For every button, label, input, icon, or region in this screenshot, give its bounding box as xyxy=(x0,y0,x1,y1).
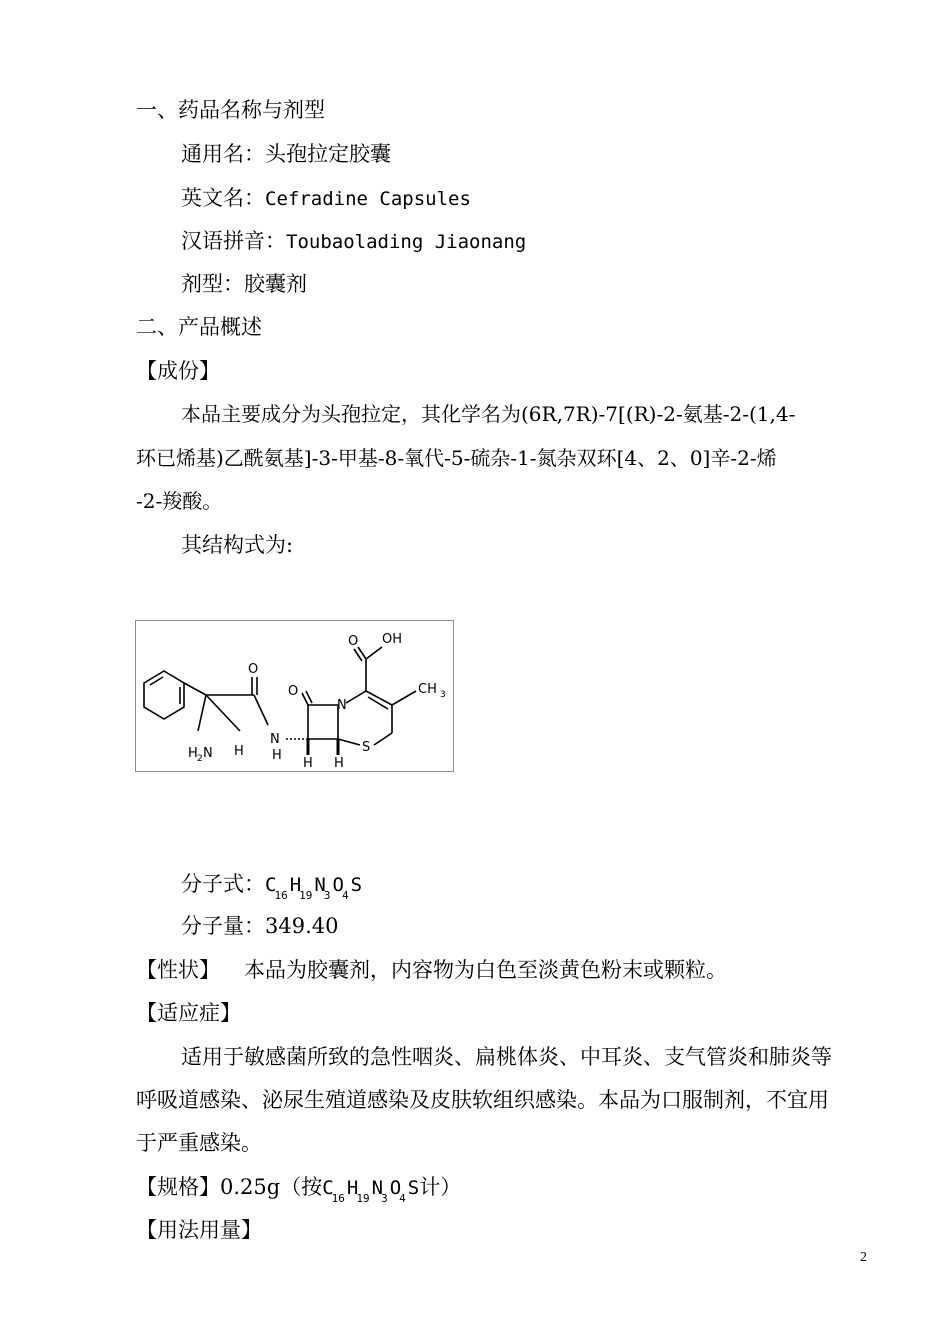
label-oh: OH xyxy=(382,632,403,647)
label-nh-h: H xyxy=(272,748,282,763)
pinyin-row xyxy=(181,227,921,256)
generic-name: 通用名：头孢拉定胶囊 xyxy=(181,142,391,166)
label-ch3: CH xyxy=(418,682,437,697)
label-o-acid: O xyxy=(348,634,359,649)
label-o-amide: O xyxy=(248,662,259,677)
composition-line-2: 环已烯基)乙酰氨基]-3-甲基-8-氧代-5-硫杂-1-氮杂双环[4、2、0]辛-2-烯 xyxy=(136,446,777,470)
section-1-heading: 一、药品名称与剂型 xyxy=(136,98,325,122)
spec-heading: 【规格】 xyxy=(136,1175,220,1199)
structural-formula-image xyxy=(135,620,454,772)
specification-row xyxy=(136,1173,876,1205)
composition-line-3: -2-羧酸。 xyxy=(136,489,223,513)
label-o-lactam: O xyxy=(288,684,299,699)
indications-line-2: 呼吸道感染、泌尿生殖道感染及皮肤软组织感染。本品为口服制剂，不宜用 xyxy=(136,1088,829,1112)
label-n-ring: N xyxy=(337,698,347,713)
spec-prefix: 0.25g（按 xyxy=(220,1175,323,1199)
molecular-formula-label: 分子式： xyxy=(181,872,265,896)
pinyin: Toubaolading Jiaonang xyxy=(286,231,527,253)
label-h-alpha: H xyxy=(234,744,244,759)
english-name-label: 英文名： xyxy=(181,186,265,210)
appearance-row xyxy=(136,956,876,984)
page-number: 2 xyxy=(860,1250,867,1265)
structure-intro: 其结构式为: xyxy=(181,533,294,557)
appearance-heading: 【性状】 xyxy=(136,958,220,982)
label-h2n-sub: 2 xyxy=(197,754,203,764)
label-h2n-h: H xyxy=(188,746,198,761)
structural-formula-drawing xyxy=(136,621,453,771)
composition-line-1: 本品主要成分为头孢拉定，其化学名为(6R,7R)-7[(R)-2-氨基-2-(1,4- xyxy=(181,402,796,426)
english-name-row xyxy=(181,184,921,213)
english-name: Cefradine Capsules xyxy=(265,188,471,210)
molecular-formula: $C_{16}$ $H_{19}$ $N_3$ $O_4$ S xyxy=(265,874,363,902)
spec-suffix: 计） xyxy=(419,1175,462,1199)
section-2-heading: 二、产品概述 xyxy=(136,315,262,339)
composition-heading: 【成份】 xyxy=(136,359,220,383)
indications-heading: 【适应症】 xyxy=(136,1001,241,1025)
label-h-c6: H xyxy=(334,756,344,771)
molecular-formula-row xyxy=(181,870,921,902)
appearance-text: 本品为胶囊剂，内容物为白色至淡黄色粉末或颗粒。 xyxy=(244,958,727,982)
pinyin-label: 汉语拼音： xyxy=(181,229,286,253)
label-h-c7: H xyxy=(303,756,313,771)
spec-formula: $C_{16}$ $H_{19}$ $N_3$ $O_4$ S xyxy=(322,1177,420,1205)
dosage-form: 剂型：胶囊剂 xyxy=(181,272,307,296)
label-ch3-sub: 3 xyxy=(440,690,446,700)
label-nh-n: N xyxy=(270,732,280,747)
indications-line-3: 于严重感染。 xyxy=(136,1131,262,1155)
usage-heading: 【用法用量】 xyxy=(136,1218,262,1242)
label-s-ring: S xyxy=(362,740,371,755)
label-h2n-n: N xyxy=(203,746,213,761)
molecular-weight: 分子量：349.40 xyxy=(181,914,339,938)
indications-line-1: 适用于敏感菌所致的急性咽炎、扁桃体炎、中耳炎、支气管炎和肺炎等 xyxy=(181,1045,832,1069)
